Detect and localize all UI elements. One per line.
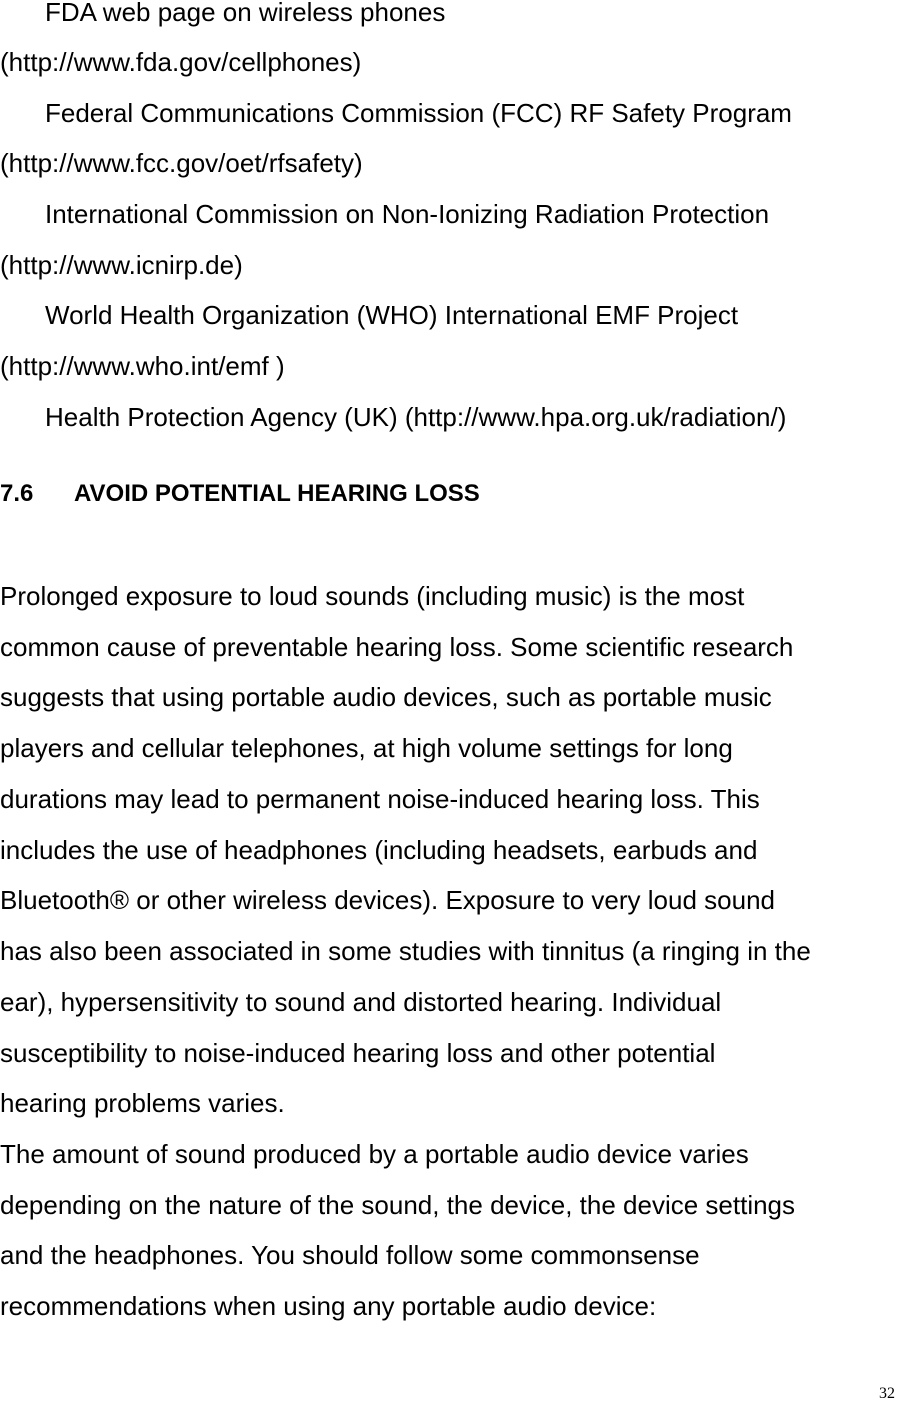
paragraph-line: and the headphones. You should follow some commonsense [0, 1240, 700, 1270]
paragraph-line: players and cellular telephones, at high volume settings for long [0, 733, 733, 763]
page-number: 32 [879, 1385, 895, 1402]
paragraph-line: includes the use of headphones (including headsets, earbuds and [0, 835, 758, 865]
reference-name: Health Protection Agency (UK) (http://www.hpa.org.uk/radiation/) [45, 402, 787, 432]
paragraph-line: depending on the nature of the sound, the device, the device settings [0, 1190, 796, 1220]
paragraph-line: has also been associated in some studies with tinnitus (a ringing in the [0, 936, 811, 966]
paragraph-line: common cause of preventable hearing loss. Some scientific research [0, 632, 794, 662]
section-number: 7.6 [0, 480, 34, 507]
paragraph-line: Prolonged exposure to loud sounds (including music) is the most [0, 581, 745, 611]
section-title: AVOID POTENTIAL HEARING LOSS [74, 480, 480, 507]
reference-url: (http://www.fda.gov/cellphones) [0, 47, 362, 77]
paragraph-line: susceptibility to noise-induced hearing loss and other potential [0, 1038, 716, 1068]
reference-url: (http://www.fcc.gov/oet/rfsafety) [0, 148, 363, 178]
reference-name: FDA web page on wireless phones [45, 0, 446, 27]
paragraph-line: durations may lead to permanent noise-induced hearing loss. This [0, 784, 760, 814]
paragraph-line: ear), hypersensitivity to sound and distorted hearing. Individual [0, 987, 722, 1017]
paragraph-line: hearing problems varies. [0, 1088, 285, 1118]
reference-name: International Commission on Non-Ionizing Radiation Protection [45, 199, 770, 229]
reference-name: World Health Organization (WHO) International EMF Project [45, 300, 739, 330]
paragraph-line: The amount of sound produced by a portable audio device varies [0, 1139, 749, 1169]
section-heading [0, 478, 480, 510]
reference-url: (http://www.icnirp.de) [0, 250, 243, 280]
reference-url: (http://www.who.int/emf ) [0, 351, 285, 381]
reference-name: Federal Communications Commission (FCC) RF Safety Program [45, 98, 792, 128]
paragraph-line: suggests that using portable audio devices, such as portable music [0, 682, 772, 712]
paragraph-line: Bluetooth® or other wireless devices). Exposure to very loud sound [0, 885, 775, 915]
paragraph-line: recommendations when using any portable audio device: [0, 1291, 657, 1321]
